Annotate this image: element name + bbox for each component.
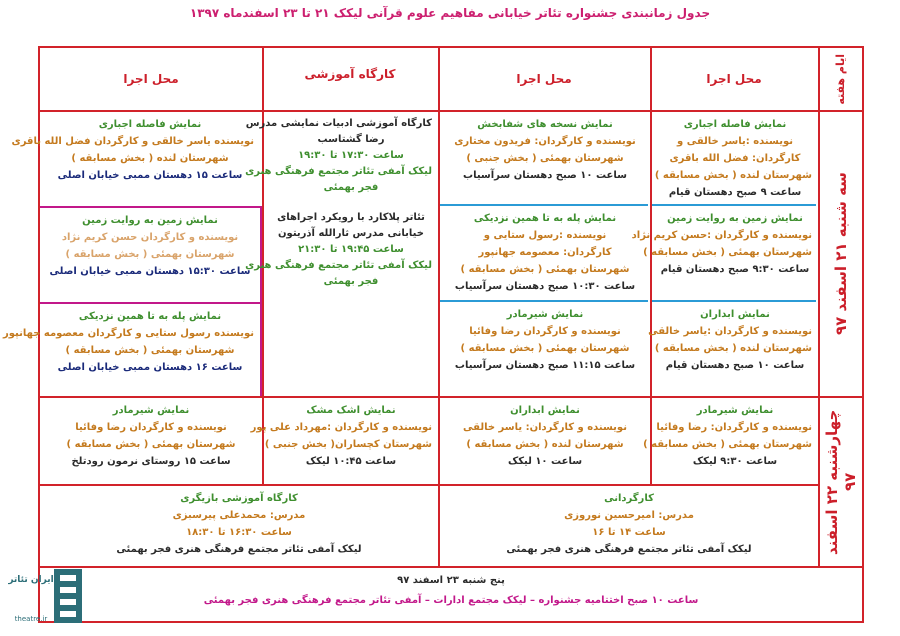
play-writer: نویسنده و کارگردان: یاسر خالقی xyxy=(463,422,627,433)
play-title: نمایش ابداران xyxy=(700,309,770,320)
play-city: شهرستان بهمئی ( بخش مسابقه ) xyxy=(460,264,630,275)
logo-site: theatre.ir xyxy=(14,615,48,623)
workshop-time: ساعت ۱۷:۳۰ تا ۱۹:۳۰ xyxy=(298,150,404,161)
play-director: کارگردان: معصومه جهانپور xyxy=(478,247,612,258)
play-city: شهرستان بهمئی ( بخش مسابقه ) xyxy=(643,439,812,450)
play-writer: نویسنده :رسول ستایی و xyxy=(483,230,607,241)
play-city: شهرستان لنده ( بخش مسابقه ) xyxy=(654,170,812,181)
tue-col1-item-1 xyxy=(652,112,818,204)
play-title: نمایش شیرمادر xyxy=(696,405,774,416)
play-time: ساعت ۱۰ صبح دهستان سرآسیاب xyxy=(463,170,627,181)
play-city: شهرستان بهمئی ( بخش مسابقه ) xyxy=(460,343,630,354)
play-time: ساعت ۹:۳۰ لیکک xyxy=(692,456,778,467)
tue-col2-item-1 xyxy=(440,112,650,204)
play-title: نمایش اشک مشک xyxy=(306,405,396,416)
header-days: ایام هفته xyxy=(833,53,847,105)
play-time: ساعت ۱۰ صبح دهستان قیام xyxy=(665,360,805,371)
play-writer: نویسنده و کارگردان رضا وفائیا xyxy=(75,422,227,433)
play-writer: نویسنده و کارگردان :حسن کریم نژاد xyxy=(631,230,812,241)
workshop-title: کارگردانی xyxy=(604,493,654,504)
play-title: نمایش نسخه های شفابخش xyxy=(477,119,613,130)
workshop-place: فجر بهمئی xyxy=(323,276,379,287)
col4-pink-edge xyxy=(260,206,262,396)
tue-col4-item-2 xyxy=(40,208,260,302)
play-title: نمایش شیرمادر xyxy=(112,405,190,416)
play-city: شهرستان بهمئی ( بخش جنبی ) xyxy=(466,153,624,164)
header-col4: محل اجرا xyxy=(123,72,179,86)
tue-col4-item-1 xyxy=(11,112,260,206)
iran-theatre-logo xyxy=(8,565,86,631)
workshop-place: لیکک آمفی تئاتر مجتمع فرهنگی هنری فجر بهمئی xyxy=(506,544,752,555)
play-title: نمایش پله به تا همین نزدیکی xyxy=(78,311,222,322)
wed-col4-item xyxy=(40,398,262,484)
workshop-title: تئاتر پلاکارد با رویکرد اجراهای xyxy=(277,212,425,223)
play-time: ساعت ۱۰ لیکک xyxy=(507,456,583,467)
play-title: نمایش زمین به روایت زمین xyxy=(82,215,218,226)
logo-name: ایران تئاتر xyxy=(8,575,54,585)
play-time: ساعت ۹:۳۰ صبح دهستان قیام xyxy=(660,264,810,275)
workshop-place: لیکک آمفی تئاتر مجتمع فرهنگی هنری xyxy=(245,260,432,271)
tue-col4-item-3 xyxy=(2,304,260,396)
play-writer: نویسنده و کارگردان: فریدون مختاری xyxy=(454,136,636,147)
play-writer: نویسنده و کارگردان حسن کریم نژاد xyxy=(61,232,239,243)
workshop-teacher: رضا گشتاسب xyxy=(317,134,385,145)
workshop-title: کارگاه آموزشی بازیگری xyxy=(180,493,298,504)
play-time: ساعت ۱۰:۳۰ صبح دهستان سرآسیاب xyxy=(454,281,636,292)
play-city: شهرستان لنده ( بخش مسابقه ) xyxy=(71,153,229,164)
play-title: نمایش شیرمادر xyxy=(506,309,584,320)
day-wednesday: چهارشنبه ۲۲ اسفند ۹۷ xyxy=(823,409,859,555)
play-writer: نویسنده و کارگردان: رضا وفائیا xyxy=(656,422,812,433)
day-tuesday: سه شنبه ۲۱ اسفند ۹۷ xyxy=(832,172,850,336)
play-city: شهرستان لنده ( بخش مسابقه ) xyxy=(466,439,624,450)
wed-workshop-directing xyxy=(440,486,818,566)
play-time: ساعت ۱۵ روستای نرمون رودتلخ xyxy=(71,456,231,467)
play-time: ساعت ۹ صبح دهستان قیام xyxy=(668,187,802,198)
tue-col2-item-2 xyxy=(440,206,650,300)
wed-col1-item xyxy=(643,398,818,484)
play-city: شهرستان بهمئی ( بخش مسابقه ) xyxy=(643,247,812,258)
play-title: نمایش ابداران xyxy=(510,405,580,416)
tue-workshop xyxy=(245,112,438,396)
play-writer: نویسنده :یاسر خالقی و xyxy=(677,136,793,147)
tue-col2-item-3 xyxy=(440,302,650,396)
thursday-title: پنج شنبه ۲۳ اسفند ۹۷ xyxy=(397,575,505,586)
page-title: جدول زمانبندی جشنواره تئاتر خیابانی مفاهیم علوم قرآنی لیکک ۲۱ تا ۲۳ اسفندماه ۱۳۹۷ xyxy=(189,6,711,20)
thursday-closing xyxy=(40,568,862,621)
workshop-place: لیکک آمفی تئاتر مجتمع فرهنگی هنری فجر بهمئی xyxy=(116,544,362,555)
play-time: ساعت ۱۰:۴۵ لیکک xyxy=(305,456,397,467)
play-writer: نویسنده و کارگردان :مهرداد علی پور xyxy=(250,422,432,433)
workshop-teacher: مدرس: امیرحسین نوروزی xyxy=(564,510,694,521)
play-time: ساعت ۱۵:۳۰ دهستان ممبی خیابان اصلی xyxy=(49,266,251,277)
workshop-time: ساعت ۱۹:۴۵ تا ۲۱:۳۰ xyxy=(298,244,404,255)
play-city: شهرستان بهمئی ( بخش مسابقه ) xyxy=(65,345,235,356)
play-director: کارگردان: فضل الله باقری xyxy=(669,153,801,164)
wed-workshop-acting xyxy=(40,486,438,566)
play-city: شهرستان لنده ( بخش مسابقه ) xyxy=(654,343,812,354)
play-title: نمایش فاصله اجباری xyxy=(683,119,787,130)
play-city: شهرستان کچساران( بخش جنبی ) xyxy=(264,439,432,450)
closing-ceremony: ساعت ۱۰ صبح اختتامیه جشنواره – لیکک مجتمع ادارات – آمفی تئاتر مجتمع فرهنگی هنری فجر بهمئی xyxy=(203,595,699,606)
tue-col1-item-3 xyxy=(648,302,818,396)
workshop-teacher: مدرس: محمدعلی پیرسبزی xyxy=(172,510,306,521)
header-col2: محل اجرا xyxy=(516,72,572,86)
play-writer: نویسنده و کارگردان رضا وفائیا xyxy=(469,326,621,337)
play-writer: نویسنده و کارگردان :یاسر خالقی xyxy=(648,326,812,337)
play-title: نمایش پله به تا همین نزدیکی xyxy=(473,213,617,224)
play-writer: نویسنده یاسر خالقی و کارگردان فضل الله باقری xyxy=(11,136,254,147)
header-col3: کارگاه آموزشی xyxy=(304,67,396,81)
play-time: ساعت ۱۱:۱۵ صبح دهستان سرآسیاب xyxy=(454,360,636,371)
play-title: نمایش زمین به روایت زمین xyxy=(667,213,803,224)
play-time: ساعت ۱۵ دهستان ممبی خیابان اصلی xyxy=(57,170,243,181)
wed-col2-item xyxy=(440,398,650,484)
play-title: نمایش فاصله اجباری xyxy=(98,119,202,130)
workshop-place: فجر بهمئی xyxy=(323,182,379,193)
play-city: شهرستان بهمئی ( بخش مسابقه ) xyxy=(65,249,235,260)
wed-col3-item xyxy=(250,398,438,484)
header-col1: محل اجرا xyxy=(706,72,762,86)
play-time: ساعت ۱۶ دهستان ممبی خیابان اصلی xyxy=(57,362,243,373)
play-writer: نویسنده رسول ستایی و کارگردان معصومه جهانپور xyxy=(2,328,254,339)
workshop-teacher: خیابانی مدرس ثارالله آذریتون xyxy=(278,228,424,239)
workshop-time: ساعت ۱۶:۳۰ تا ۱۸:۳۰ xyxy=(186,527,292,538)
play-city: شهرستان بهمئی ( بخش مسابقه ) xyxy=(66,439,236,450)
workshop-time: ساعت ۱۴ تا ۱۶ xyxy=(592,527,666,538)
tue-col1-item-2 xyxy=(631,206,818,300)
workshop-title: کارگاه آموزشی ادبیات نمایشی مدرس xyxy=(245,118,432,129)
workshop-place: لیکک آمفی تئاتر مجتمع فرهنگی هنری xyxy=(245,166,432,177)
